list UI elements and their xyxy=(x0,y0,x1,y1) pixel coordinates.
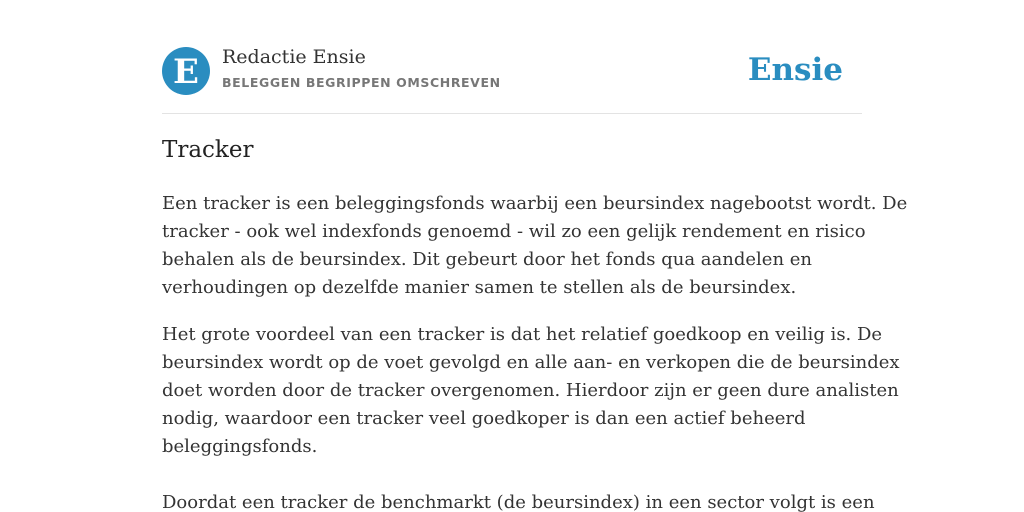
author-subtitle: BELEGGEN BEGRIPPEN OMSCHREVEN xyxy=(222,75,501,90)
paragraph-line: beleggingsfonds. xyxy=(162,436,318,457)
paragraph-line: doet worden door de tracker overgenomen. Hierdoor zijn er geen dure analisten xyxy=(162,380,899,401)
header xyxy=(162,46,862,96)
ensie-logo[interactable]: Ensie xyxy=(747,52,843,88)
paragraph-line: Een tracker is een beleggingsfonds waarbij een beursindex nagebootst wordt. De xyxy=(162,193,908,214)
paragraph-line: nodig, waardoor een tracker veel goedkoper is dan een actief beheerd xyxy=(162,408,806,429)
paragraph-line: Het grote voordeel van een tracker is dat het relatief goedkoop en veilig is. De xyxy=(162,324,883,345)
paragraph-line: verhoudingen op dezelfde manier samen te stellen als de beursindex. xyxy=(162,277,797,298)
author-name[interactable]: Redactie Ensie xyxy=(222,46,366,68)
paragraph-2 xyxy=(162,321,900,461)
paragraph-line: Doordat een tracker de benchmarkt (de beursindex) in een sector volgt is een xyxy=(162,492,875,512)
paragraph-3 xyxy=(162,489,875,512)
avatar-letter: E xyxy=(173,51,199,92)
paragraph-line: tracker - ook wel indexfonds genoemd - wil zo een gelijk rendement en risico xyxy=(162,221,866,242)
divider xyxy=(162,113,862,114)
paragraph-1 xyxy=(162,190,907,302)
paragraph-line: behalen als de beursindex. Dit gebeurt door het fonds qua aandelen en xyxy=(162,249,813,270)
avatar[interactable] xyxy=(162,47,210,95)
paragraph-line: beursindex wordt op de voet gevolgd en alle aan- en verkopen die de beursindex xyxy=(162,352,900,373)
page-title: Tracker xyxy=(162,137,254,163)
